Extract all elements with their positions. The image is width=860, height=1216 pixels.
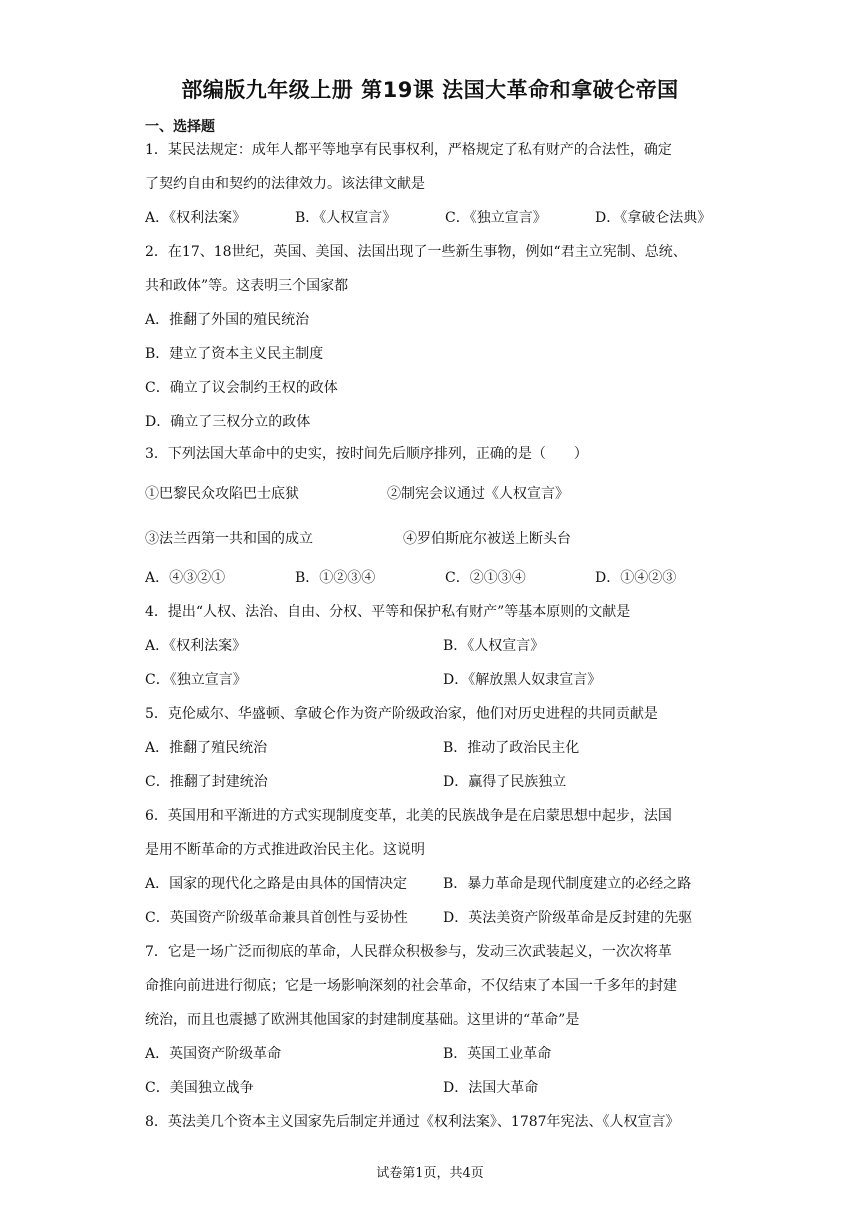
page-title: 部编版九年级上册 第19课 法国大革命和拿破仑帝国 <box>181 78 679 102</box>
q7-option-a: A．英国资产阶级革命 <box>145 1046 282 1062</box>
q3-option-d: D．①④②③ <box>595 570 677 586</box>
q1-option-a: A．《权利法案》 <box>145 210 247 226</box>
q6-option-a: A．国家的现代化之路是由具体的国情决定 <box>145 876 408 892</box>
q3-item-2: ②制宪会议通过《人权宣言》 <box>387 486 569 502</box>
q1-option-c: C．《独立宣言》 <box>445 210 547 226</box>
q7-stem-line-1: 7．它是一场广泛而彻底的革命，人民群众积极参与，发动三次武装起义，一次次将革 <box>145 944 672 960</box>
q5-option-c: C．推翻了封建统治 <box>145 774 268 790</box>
q7-option-b: B．英国工业革命 <box>443 1046 552 1062</box>
q6-option-d: D．英法美资产阶级革命是反封建的先驱 <box>443 910 693 926</box>
q3-option-b: B．①②③④ <box>295 570 376 586</box>
q5-option-a: A．推翻了殖民统治 <box>145 740 268 756</box>
q2-option-b: B．建立了资本主义民主制度 <box>145 346 324 362</box>
q1-stem-line-2: 了契约自由和契约的法律效力。该法律文献是 <box>145 176 425 192</box>
q3-stem-line-1: 3．下列法国大革命中的史实，按时间先后顺序排列，正确的是（ ） <box>145 446 588 462</box>
q2-option-d: D．确立了三权分立的政体 <box>145 414 311 430</box>
q5-option-d: D．赢得了民族独立 <box>443 774 567 790</box>
q6-stem-line-1: 6．英国用和平渐进的方式实现制度变革，北美的民族战争是在启蒙思想中起步，法国 <box>145 808 672 824</box>
q1-option-b: B．《人权宣言》 <box>295 210 397 226</box>
q1-option-d: D．《拿破仑法典》 <box>595 210 712 226</box>
q2-option-a: A．推翻了外国的殖民统治 <box>145 312 310 328</box>
section-heading: 一、选择题 <box>145 119 215 135</box>
q4-option-c: C．《独立宣言》 <box>145 672 247 688</box>
q6-option-b: B．暴力革命是现代制度建立的必经之路 <box>443 876 692 892</box>
q3-option-c: C．②①③④ <box>445 570 526 586</box>
q4-option-d: D．《解放黑人奴隶宣言》 <box>443 672 602 688</box>
q1-stem-line-1: 1．某民法规定：成年人都平等地享有民事权利，严格规定了私有财产的合法性，确定 <box>145 142 672 158</box>
q8-stem-line-1: 8．英法美几个资本主义国家先后制定并通过《权利法案》、1787年宪法、《人权宣言》 <box>145 1114 680 1130</box>
q7-stem-line-2: 命推向前进进行彻底；它是一场影响深刻的社会革命，不仅结束了本国一千多年的封建 <box>145 978 677 994</box>
q3-item-4: ④罗伯斯庇尔被送上断头台 <box>403 531 571 547</box>
q6-option-c: C．英国资产阶级革命兼具首创性与妥协性 <box>145 910 408 926</box>
q5-option-b: B．推动了政治民主化 <box>443 740 580 756</box>
q4-option-a: A．《权利法案》 <box>145 638 247 654</box>
page-footer: 试卷第1页，共4页 <box>376 1166 484 1181</box>
q7-option-c: C．美国独立战争 <box>145 1080 254 1096</box>
q2-stem-line-1: 2．在17、18世纪，英国、美国、法国出现了一些新生事物，例如“君主立宪制、总统、 <box>145 244 687 260</box>
q3-item-3: ③法兰西第一共和国的成立 <box>145 531 313 547</box>
q6-stem-line-2: 是用不断革命的方式推进政治民主化。这说明 <box>145 842 425 858</box>
q5-stem-line-1: 5．克伦威尔、华盛顿、拿破仑作为资产阶级政治家，他们对历史进程的共同贡献是 <box>145 706 658 722</box>
q3-item-1: ①巴黎民众攻陷巴士底狱 <box>145 486 299 502</box>
q4-option-b: B．《人权宣言》 <box>443 638 545 654</box>
q4-stem-line-1: 4．提出“人权、法治、自由、分权、平等和保护私有财产”等基本原则的文献是 <box>145 604 631 620</box>
q3-option-a: A．④③②① <box>145 570 226 586</box>
q2-option-c: C．确立了议会制约王权的政体 <box>145 380 338 396</box>
q7-stem-line-3: 统治，而且也震撼了欧洲其他国家的封建制度基础。这里讲的“革命”是 <box>145 1012 580 1028</box>
q7-option-d: D．法国大革命 <box>443 1080 539 1096</box>
q2-stem-line-2: 共和政体”等。这表明三个国家都 <box>145 278 349 294</box>
